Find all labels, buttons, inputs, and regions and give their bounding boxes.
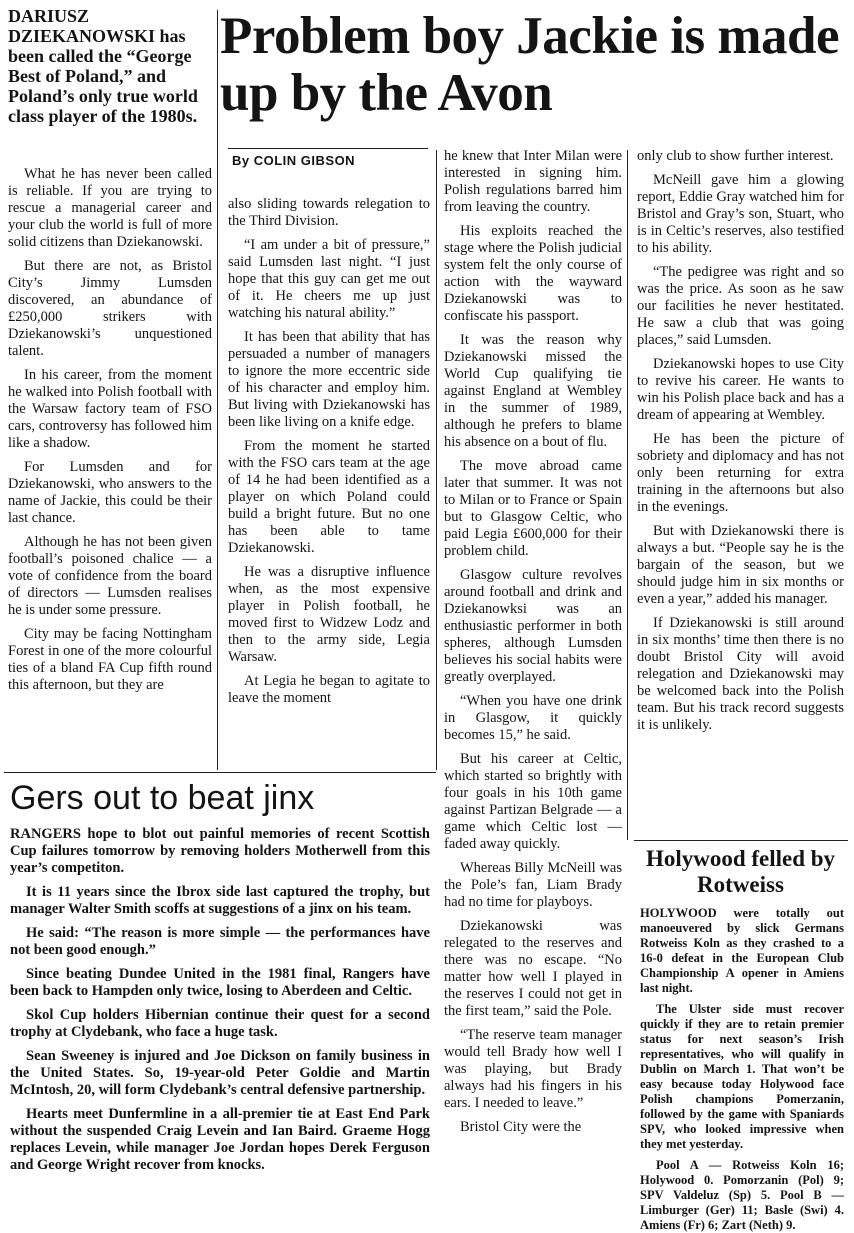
paragraph: Although he has not been given football’s poisoned chalice — a vote of confidence from the board of directors — Lumsden realises he is under some pressure. xyxy=(8,534,212,618)
paragraph: McNeill gave him a glowing report, Eddie Gray watched him for Bristol and Gray’s son, Stuart, who is in Celtic’s reserves, also testified to his ability. xyxy=(637,172,844,256)
results-paragraph: Pool A — Rotweiss Koln 16; Holywood 0. Pomorzanin (Pol) 9; SPV Valdeluz (Sp) 5. Pool B — Limburger (Ger) 11; Basle (Swi) 4. Amiens (Fr) 6; Zart (Neth) 9. xyxy=(640,1158,844,1232)
paragraph: His exploits reached the stage where the Polish judicial system felt the only course of action with the wayward Dziekanowski was to confiscate his passport. xyxy=(444,223,622,324)
holywood-headline: Holywood felled by Rotweiss xyxy=(645,846,836,897)
paragraph: If Dziekanowski is still around in six months’ time then there is no doubt Bristol City will avoid relegation and Dziekanowski may be welcomed back into the Polish team. But his track record suggests it is unlikely. xyxy=(637,615,844,733)
paragraph: He has been the picture of sobriety and diplomacy and has not only been returning for extra training in the afternoons but also in the evenings. xyxy=(637,431,844,515)
paragraph: “The reserve team manager would tell Brady how well I was playing, but Brady always had his fingers in his ears. I needed to leave.” xyxy=(444,1027,622,1111)
paragraph: For Lumsden and for Dziekanowski, who answers to the name of Jackie, this could be their last chance. xyxy=(8,459,212,526)
paragraph: It was the reason why Dziekanowski missed the World Cup qualifying tie against England at Wembley in the summer of 1989, although he prefers to blame his absence on a bout of flu. xyxy=(444,332,622,450)
paragraph: What he has never been called is reliable. If you are trying to rescue a managerial career and your club the world is full of more solid citizens than Dziekanowski. xyxy=(8,166,212,250)
paragraph: “When you have one drink in Glasgow, it quickly becomes 15,” he said. xyxy=(444,693,622,743)
paragraph: In his career, from the moment he walked into Polish football with the Warsaw factory team of FSO cars, controversy has followed him like a shadow. xyxy=(8,367,212,451)
paragraph: also sliding towards relegation to the Third Division. xyxy=(228,196,430,229)
paragraph: But his career at Celtic, which started so brightly with four goals in his 10th game against Partizan Belgrade — a game which Celtic lost — faded away quickly. xyxy=(444,751,622,852)
paragraph: HOLYWOOD were totally out manoeuvered by slick Germans Rotweiss Koln as they crashed to a 16-0 defeat in the European Club Championship A opener in Amiens last night. xyxy=(640,906,844,995)
paragraph: He was a disruptive influence when, as the most expensive player in Polish football, he moved first to Widzew Lodz and then to the army side, Legia Warsaw. xyxy=(228,564,430,665)
gers-headline: Gers out to beat jinx xyxy=(10,779,315,817)
paragraph: “I am under a bit of pressure,” said Lumsden last night. “I just hope that this guy can get me out of it. He cheers me up just watching his natural ability.” xyxy=(228,237,430,321)
paragraph: From the moment he started with the FSO cars team at the age of 14 he had been identified as a player on which Poland could build a bright future. But no one has been able to tame Dziekanowski. xyxy=(228,438,430,556)
paragraph: Sean Sweeney is injured and Joe Dickson on family business in the United States. So, 19-year-old Peter Goldie and Martin McIntosh, 20, will form Clydebank’s central defensive partnership. xyxy=(10,1048,430,1098)
paragraph: But there are not, as Bristol City’s Jimmy Lumsden discovered, an abundance of £250,000 strikers with Dziekanowski’s unquestioned talent. xyxy=(8,258,212,359)
main-column-4 xyxy=(637,148,844,834)
main-column-2 xyxy=(228,196,430,770)
paragraph: RANGERS hope to blot out painful memories of recent Scottish Cup failures tomorrow by removing holders Motherwell from this year’s competiton. xyxy=(10,826,430,876)
paragraph: He said: “The reason is more simple — the performances have not been good enough.” xyxy=(10,925,430,958)
paragraph: The move abroad came later that summer. It was not to Milan or to France or Spain but to Glasgow Celtic, who paid Legia £600,000 for their problem child. xyxy=(444,458,622,559)
main-column-1 xyxy=(8,166,212,770)
paragraph: Dziekanowski was relegated to the reserves and there was no escape. “No matter how well I played in the reserves I could not get in the first team,” said the Pole. xyxy=(444,918,622,1019)
paragraph: Whereas Billy McNeill was the Pole’s fan, Liam Brady had no time for playboys. xyxy=(444,860,622,910)
paragraph: It is 11 years since the Ibrox side last captured the trophy, but manager Walter Smith scoffs at suggestions of a jinx on his team. xyxy=(10,884,430,917)
paragraph: The Ulster side must recover quickly if they are to retain premier status for next season’s Irish representatives, who will qualify in Dublin on March 1. That won’t be easy because today Holywood face Polish champions Pomerzanin, followed by the game with Spaniards SPV, who looked impressive when they met yesterday. xyxy=(640,1002,844,1151)
lead-paragraph: DARIUSZ DZIEKANOWSKI has been called the “George Best of Poland,” and Poland’s only true world class player of the 1980s. xyxy=(8,6,198,126)
paragraph: Since beating Dundee United in the 1981 final, Rangers have been back to Hampden only twice, losing to Aberdeen and Celtic. xyxy=(10,966,430,999)
gers-body xyxy=(10,826,430,1196)
paragraph: At Legia he began to agitate to leave the moment xyxy=(228,673,430,706)
paragraph: “The pedigree was right and so was the price. As soon as he saw our facilities he never hestitated. He saw a club that was going places,” said Lumsden. xyxy=(637,264,844,348)
main-column-3 xyxy=(444,148,622,1194)
paragraph: only club to show further interest. xyxy=(637,148,834,164)
main-headline: Problem boy Jackie is made up by the Avon xyxy=(220,7,840,122)
paragraph: Hearts meet Dunfermline in a all-premier tie at East End Park without the suspended Craig Levein and Ian Baird. Graeme Hogg replaces Levein, while manager Joe Jordan hopes Derek Ferguson and George Wright recover from knocks. xyxy=(10,1106,430,1173)
byline: By COLIN GIBSON xyxy=(232,153,356,168)
paragraph: Glasgow culture revolves around football and drink and Dziekanowksi was an enthusiastic performer in both spheres, although Lumsden believes his social habits were greatly overplayed. xyxy=(444,567,622,685)
paragraph: It has been that ability that has persuaded a number of managers to ignore the more eccentric side of his character and employ him. But living with Dziekanowski has been like living on a knife edge. xyxy=(228,329,430,430)
holywood-body xyxy=(640,906,844,1232)
paragraph: But with Dziekanowski there is always a but. “People say he is the bargain of the season, but we should judge him in six months or even a year,” added his manager. xyxy=(637,523,844,607)
paragraph: Dziekanowski hopes to use City to revive his career. He wants to win his Polish place back and has a dream of appearing at Wembley. xyxy=(637,356,844,423)
paragraph: Skol Cup holders Hibernian continue their quest for a second trophy at Clydebank, who face a huge task. xyxy=(10,1007,430,1040)
paragraph: City may be facing Nottingham Forest in one of the more colourful ties of a bland FA Cup fifth round this afternoon, but they are xyxy=(8,626,212,693)
paragraph: Bristol City were the xyxy=(460,1119,582,1135)
paragraph: he knew that Inter Milan were interested in signing him. Polish regulations barred him from leaving the country. xyxy=(444,148,622,215)
